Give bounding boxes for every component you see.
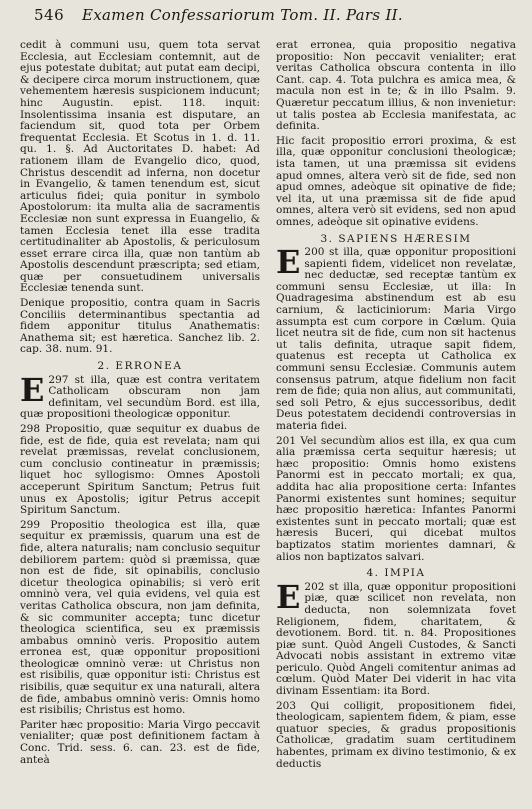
section-heading-sapiens-haeresim: 3. SAPIENS HÆRESIM (320, 232, 472, 245)
paragraph-continued: erat erronea, quia propositio negativa propositio: Non peccavit venialiter; erat veritas Catholica obscura contenta in illo Cant. cap. 4. Tota pulchra es amica mea, & macula non est in te; & in illo Psalm. 9. Quæretur peccatum illius, & non invenietur: ut talis postea ab Ecclesia manifestata, ac definita. (276, 39, 516, 133)
paragraph-number: 202 (304, 580, 325, 593)
paragraph-201: 201 Vel secundùm alios est illa, ex qua cum alia præmissa certa sequitur hæresis; ut hæc propositio: Omnis homo existens Panormi est in peccato mortali; ex qua, addita hac alia propositione certa: Infantes Panormi existentes sunt homines; sequitur hæc propositio hæretica: Infantes Panormi existentes sunt in peccato mortali; quæ est hæresis Buceri, qui dicebat multos baptizatos statim morientes damnari, & alios non baptizatos salvari. (276, 434, 516, 563)
paragraph-300: Pariter hæc propositio: Maria Virgo peccavit venialiter; quæ post definitionem factam à Conc. Trid. sess. 6. can. 23. est de fide, anteà (20, 718, 260, 766)
paragraph-299: 299 Propositio theologica est illa, quæ sequitur ex præmissis, quarum una est de fide, altera naturalis; nam conclusio sequitur debiliorem partem: quòd si præmissa, quæ non est de fide, sit opinabilis, conclusio dicetur theologica opinabilis; si verò erit omninò vera, vel quia evidens, vel quia est veritas Catholica obscura, non jam definita, & sic communiter accepta; tunc dicetur theologica scientifica, seu ex præmissis ambabus omninò veris. Propositio autem erronea est, quæ opponitur propositioni theologicæ omninò veræ: ut Christus non est risibilis, quæ opponitur isti: Christus est risibilis, quæ sequitur ex una naturali, altera de fide, ambabus omninò veris: Omnis homo est risibilis; Christus est homo. (20, 518, 260, 717)
paragraph-203: 203 Qui colligit, propositionem fidei, theologicam, sapientem fidem, & piam, esse quatuor species, & gradus propositionis Catholicæ, gradatim suam certitudinem habentes, primam ex divino testimonio, & ex deductis (276, 699, 516, 770)
paragraph-number: 297 (48, 373, 69, 386)
paragraph-text: st illa, quæ est contra veritatem Catholicam obscuram non jam definitam, vel secundùm Bord. est illa, quæ propositioni theologicæ opponitur. (20, 373, 261, 421)
paragraph-202 (276, 577, 516, 698)
paragraph-297 (20, 370, 261, 421)
running-header (0, 0, 532, 30)
left-column (20, 40, 260, 766)
paragraph-text: st illa, quæ opponitur propositioni sapienti fidem, videlicet non revelatæ, nec deductæ, sed receptæ tantùm ex communi sensu Ecclesiæ, ut illa: In Quadragesima abstinendum est ab esu carnium, & lacticiniorum: Maria Virgo assumpta est cum corpore in Cœlum. Quia licet neutra sit de fide, cum non sit hactenus ut talis definita, utraque sapit fidem, quatenus est recepta ut Catholica ex communi sensu Ecclesiæ. Communis autem consensus patrum, atque fidelium non facit rem de fide; quia non alius, aut communitati, sed soli Petro, & ejus successoribus, dedit Deus potestatem decidendi controversias in materia fidei. (276, 246, 517, 432)
paragraph-intro: cedit à communi usu, quem tota servat Ecclesia, aut Ecclesiam contemnit, aut de ejus potestate dubitat; aut putat eam decipi, & decipere circa morum instructionem, quæ vehementem hæresis suspicionem inducunt; hinc Augustin. epist. 118. inquit: Insolentissima insania est disputare, an faciendum sit, quod tota per Orbem frequentat Ecclesia. Et Scotus in 1. d. 11. qu. 1. §. Ad Auctoritates D. habet: Ad rationem illam de Evangelio dico, quod, Christus descendit ad inferna, non docetur in Evangelio, & tamen tenendum est, sicut articulus fidei; quia ponitur in symbolo Apostolorum: ita multa alia de sacramentis Ecclesiæ non sunt expressa in Euangelio, & tamen Ecclesia tenet illa esse tradita certitudinaliter ab Apostolis, & periculosum esset errare circa illa, quæ non tantùm ab Apostolis descendunt præscripta; sed etiam, quæ per consuetudinem universalis Ecclesiæ tenenda sunt. (20, 39, 260, 295)
section-heading-erronea: 2. ERRONEA (97, 360, 183, 373)
paragraph-anathema: Denique propositio, contra quam in Sacris Conciliis determinantibus spectantia ad fidem apponitur titulus Anathematis: Anathema sit; est hæretica. Sanchez lib. 2. cap. 38. num. 91. (20, 297, 260, 356)
drop-cap: E (20, 370, 45, 409)
section-heading-impia: 4. IMPIA (366, 567, 426, 580)
running-title: Examen Confessariorum Tom. II. Pars II. (82, 6, 403, 24)
paragraph-200 (276, 243, 517, 433)
right-column (276, 40, 516, 770)
drop-cap: E (276, 577, 301, 616)
drop-cap: E (276, 243, 301, 282)
paragraph-number: 200 (304, 246, 325, 259)
paragraph-298: 298 Propositio, quæ sequitur ex duabus de fide, est de fide, quia est revelata; nam qui revelat præmissas, revelat conclusionem, cum conclusio contineatur in præmissis; liquet hoc syllogismo: Omnes Apostoli acceperunt Spiritum Sanctum; Petrus fuit unus ex Apostolis; igitur Petrus accepit Spiritum Sanctum. (20, 423, 260, 517)
page-number: 546 (34, 6, 65, 24)
paragraph-proxima: Hic facit propositio errori proxima, & est illa, quæ opponitur conclusioni theologicæ; ista tamen, ut una præmissa sit evidens apud omnes, altera verò sit de fide, sed non apud omnes, adeòque sit opinative de fide; vel ita, ut una præmissa sit de fide apud omnes, altera verò sit evidens, sed non apud omnes, adeòque sit opinative evidens. (276, 134, 516, 228)
paragraph-text: st illa, quæ opponitur propositioni piæ, quæ scilicet non revelata, non deducta, non solemnizata fovet Religionem, fidem, charitatem, & devotionem. Bord. tit. n. 84. Propositiones piæ sunt. Quòd Angeli Custodes, & Sancti Advocati nobis assistant in extremo vitæ periculo. Quòd Angeli comitentur animas ad cœlum. Quòd Mater Dei viderit in hac vita divinam Essentiam: ita Bord. (276, 580, 516, 698)
